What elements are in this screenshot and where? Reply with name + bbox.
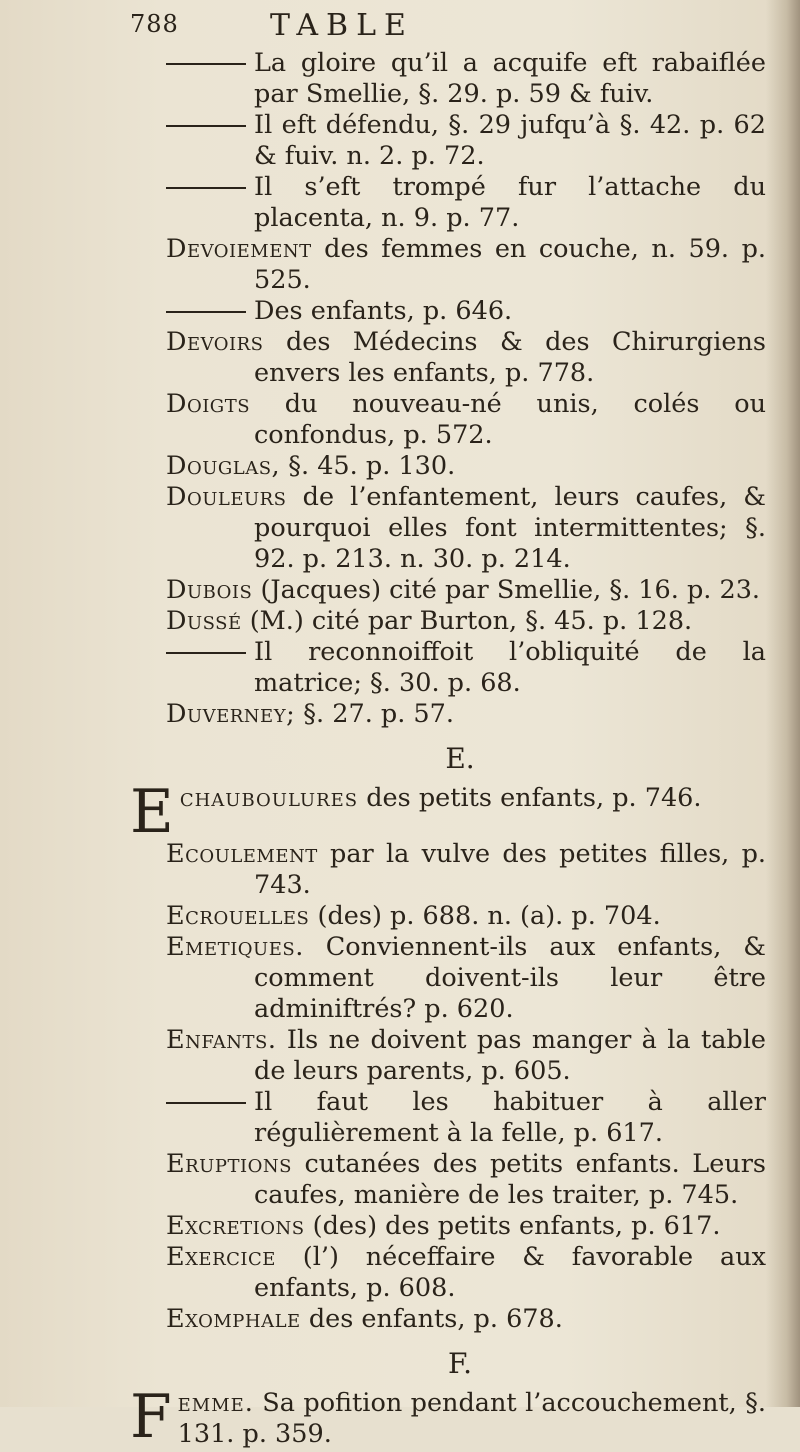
entry-headword: Eruptions bbox=[166, 1149, 292, 1179]
entry-text: Sa pofition pendant l’accouchement, §. 131. p. 359. bbox=[177, 1388, 766, 1449]
index-entry-sub bbox=[166, 48, 766, 110]
entry-headword: Doigts bbox=[166, 389, 251, 419]
section-letter-f: F. bbox=[448, 1347, 472, 1380]
index-entry bbox=[166, 901, 766, 932]
entry-text: Il reconnoiffoit l’obliquité de la matrice; §. 30. p. 68. bbox=[254, 637, 766, 698]
entry-headword: Devoirs bbox=[166, 327, 264, 357]
entry-headword: Duverney; bbox=[166, 699, 296, 729]
index-entry bbox=[166, 699, 766, 730]
entry-text: Des enfants, p. 646. bbox=[254, 296, 513, 326]
entry-text: Conviennent-ils aux enfants, & comment doivent-ils leur être adminiftrés? p. 620. bbox=[254, 932, 766, 1024]
entry-text: (M.) cité par Burton, §. 45. p. 128. bbox=[249, 606, 693, 636]
entry-headword: Excretions bbox=[166, 1211, 305, 1241]
entry-headword: Emetiques. bbox=[166, 932, 304, 962]
index-entries bbox=[0, 48, 800, 1450]
drop-cap: E bbox=[130, 777, 174, 847]
entry-text: La gloire qu’il a acquife eft rabaiflée par Smellie, §. 29. p. 59 & fuiv. bbox=[254, 48, 766, 109]
index-entry bbox=[166, 606, 766, 637]
continuation-dash bbox=[166, 311, 246, 313]
entry-headword: Douglas, bbox=[166, 451, 281, 481]
index-entry bbox=[166, 839, 766, 901]
index-entry bbox=[166, 1211, 766, 1242]
entry-headword: Devoiement bbox=[166, 234, 312, 264]
entry-text: des Médecins & des Chirurgiens envers les enfants, p. 778. bbox=[254, 327, 767, 388]
index-entry-sub bbox=[166, 1087, 766, 1149]
continuation-dash bbox=[166, 63, 246, 65]
index-entry-sub bbox=[166, 637, 766, 699]
entry-text: des enfants, p. 678. bbox=[308, 1304, 563, 1334]
continuation-dash bbox=[166, 1102, 246, 1104]
entry-headword: Dubois bbox=[166, 575, 253, 605]
section-letter-e: E. bbox=[445, 742, 475, 775]
drop-cap: F bbox=[130, 1382, 172, 1452]
entry-text: (des) des petits enfants, p. 617. bbox=[312, 1211, 721, 1241]
entry-text: Il s’eft trompé fur l’attache du placenta, n. 9. p. 77. bbox=[254, 172, 766, 233]
entry-text: cutanées des petits enfants. Leurs caufes, manière de les traiter, p. 745. bbox=[254, 1149, 766, 1210]
index-entry bbox=[166, 451, 766, 482]
entry-headword: Ecoulement bbox=[166, 839, 318, 869]
index-entry-sub bbox=[166, 110, 766, 172]
entry-text: des petits enfants, p. 746. bbox=[366, 783, 702, 813]
entry-text: Il eft défendu, §. 29 jufqu’à §. 42. p. 62 & fuiv. n. 2. p. 72. bbox=[254, 110, 766, 171]
index-entry bbox=[166, 1242, 766, 1304]
entry-text: Ils ne doivent pas manger à la table de leurs parents, p. 605. bbox=[254, 1025, 767, 1086]
entry-text: (l’) néceffaire & favorable aux enfants, p. 608. bbox=[254, 1242, 766, 1303]
index-entry bbox=[166, 482, 766, 575]
entry-headword: Dussé bbox=[166, 606, 242, 636]
page-number: 788 bbox=[130, 10, 179, 38]
entry-text: par la vulve des petites filles, p. 743. bbox=[254, 839, 766, 900]
entry-text: (des) p. 688. n. (a). p. 704. bbox=[317, 901, 661, 931]
entry-text: (Jacques) cité par Smellie, §. 16. p. 23. bbox=[260, 575, 761, 605]
entry-headword: Exercice bbox=[166, 1242, 276, 1272]
entry-text: §. 27. p. 57. bbox=[303, 699, 454, 729]
entry-text: du nouveau-né unis, colés ou confondus, p. 572. bbox=[254, 389, 766, 450]
entry-headword: Ecrouelles bbox=[166, 901, 310, 931]
entry-headword: Douleurs bbox=[166, 482, 287, 512]
entry-headword: Enfants. bbox=[166, 1025, 277, 1055]
index-entry bbox=[166, 1025, 766, 1087]
continuation-dash bbox=[166, 187, 246, 189]
index-entry bbox=[166, 1149, 766, 1211]
index-entry-sub bbox=[166, 296, 766, 327]
entry-text: de l’enfantement, leurs caufes, & pourquoi elles font intermittentes; §. 92. p. 213. n. 30. p. 214. bbox=[254, 482, 766, 574]
page-header bbox=[130, 10, 760, 50]
index-entry bbox=[166, 234, 766, 296]
continuation-dash bbox=[166, 125, 246, 127]
index-entry bbox=[166, 1304, 766, 1335]
running-head: TABLE bbox=[270, 8, 414, 43]
entry-headword: chauboulures bbox=[179, 783, 359, 813]
continuation-dash bbox=[166, 652, 246, 654]
index-entry-dropcap bbox=[130, 1382, 766, 1452]
index-entry bbox=[166, 327, 766, 389]
entry-text: des femmes en couche, n. 59. p. 525. bbox=[254, 234, 767, 295]
entry-text: Il faut les habituer à aller régulièrement à la felle, p. 617. bbox=[254, 1087, 766, 1148]
entry-text: §. 45. p. 130. bbox=[288, 451, 456, 481]
index-entry bbox=[166, 575, 766, 606]
index-entry-sub bbox=[166, 172, 766, 234]
entry-headword: emme. bbox=[177, 1388, 254, 1418]
index-entry-dropcap bbox=[130, 777, 766, 847]
index-entry bbox=[166, 389, 766, 451]
entry-headword: Exomphale bbox=[166, 1304, 301, 1334]
index-entry bbox=[166, 932, 766, 1025]
